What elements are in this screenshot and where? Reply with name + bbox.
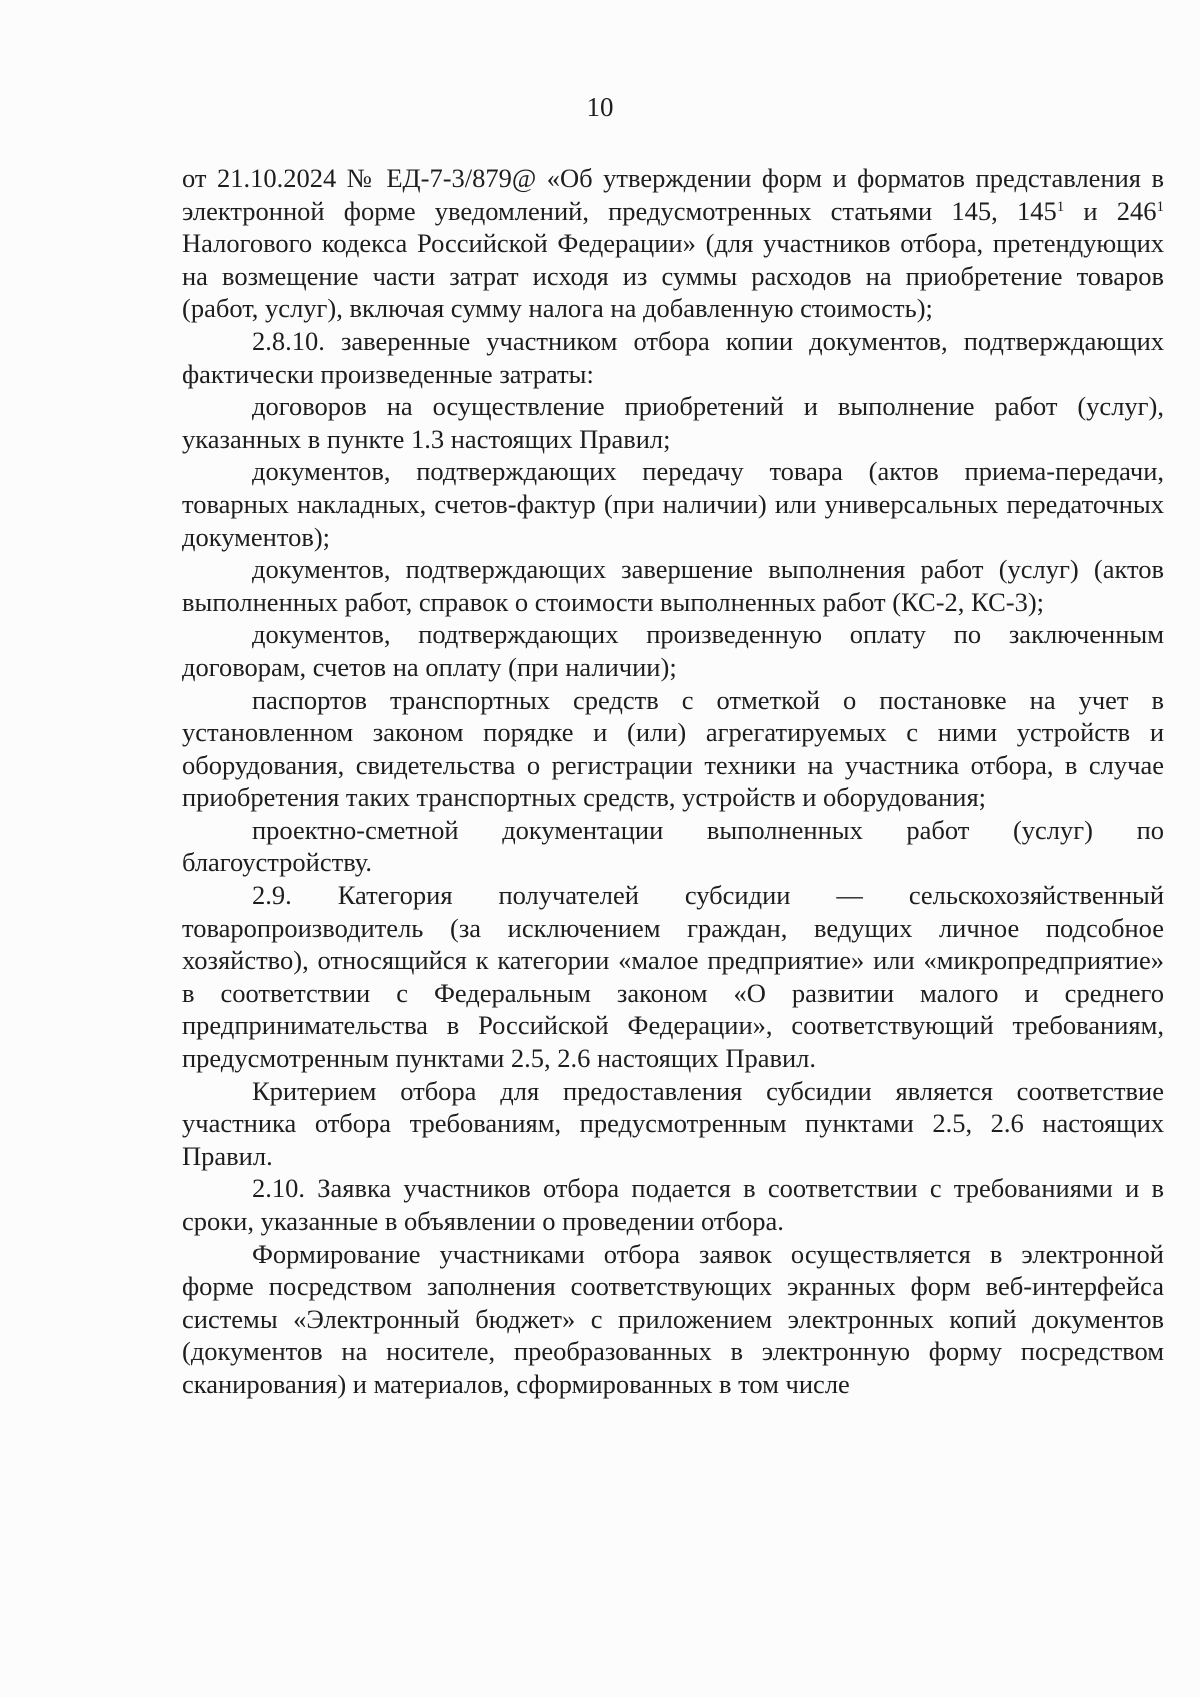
paragraph-2-10: 2.10. Заявка участников отбора подается в соответствии с требованиями и в сроки, указанные в объявлении о проведении отбора.	[182, 1173, 1164, 1236]
paragraph-2-9: 2.9. Категория получателей субсидии — сельскохозяйственный товаропроизводитель (за исключением граждан, ведущих личное подсобное хозяйство), относящийся к категории «малое предприятие» или «микропредприятие» в соответствии с Федеральным законом «О развитии малого и среднего предпринимательства в Российской Федерации», соответствующий требованиям, предусмотренным пунктами 2.5, 2.6 настоящих Правил.	[182, 880, 1164, 1074]
document-body	[182, 162, 1164, 1401]
paragraph-application-forming: Формирование участниками отбора заявок осуществляется в электронной форме посредством заполнения соответствующих экранных форм веб-интерфейса системы «Электронный бюджет» с приложением электронных копий документов (документов на носителе, преобразованных в электронную форму посредством сканирования) и материалов, сформированных в том числе	[182, 1238, 1164, 1399]
paragraph-continuation	[182, 162, 1164, 325]
paragraph-vehicle-passports: паспортов транспортных средств с отметкой о постановке на учет в установленном законом порядке и (или) агрегатируемых с ними устройств и оборудования, свидетельства о регистрации техники на участника отбора, в случае приобретения таких транспортных средств, устройств и оборудования;	[182, 684, 1164, 813]
superscript: 1	[1156, 198, 1164, 215]
paragraph-selection-criterion: Критерием отбора для предоставления субсидии является соответствие участника отбора требованиям, предусмотренным пунктами 2.5, 2.6 настоящих Правил.	[182, 1075, 1164, 1171]
paragraph-text: Налогового кодекса Российской Федерации» (для участников отбора, претендующих на возмещение части затрат исходя из суммы расходов на приобретение товаров (работ, услуг), включая сумму налога на добавленную стоимость);	[182, 228, 1164, 324]
superscript: 1	[1056, 198, 1065, 215]
paragraph-contracts: договоров на осуществление приобретений и выполнение работ (услуг), указанных в пункте 1.3 настоящих Правил;	[182, 391, 1164, 454]
paragraph-text: от 21.10.2024 № ЕД-7-3/879@ «Об утверждении форм и форматов представления в электронной форме уведомлений, предусмотренных статьями 145, 145	[182, 163, 1164, 226]
paragraph-design-estimates: проектно-сметной документации выполненных работ (услуг) по благоустройству.	[182, 814, 1164, 878]
paragraph-text: и 246	[1064, 195, 1157, 226]
page-number: 10	[586, 92, 614, 122]
paragraph-2-8-10: 2.8.10. заверенные участником отбора копии документов, подтверждающих фактически произведенные затраты:	[182, 325, 1164, 389]
paragraph-payment-documents: документов, подтверждающих произведенную оплату по заключенным договорам, счетов на оплату (при наличии);	[182, 619, 1164, 682]
paragraph-transfer-documents: документов, подтверждающих передачу товара (актов приема-передачи, товарных накладных, счетов-фактур (при наличии) или универсальных передаточных документов);	[182, 456, 1164, 552]
paragraph-completion-documents: документов, подтверждающих завершение выполнения работ (услуг) (актов выполненных работ, справок о стоимости выполненных работ (КС-2, КС-3);	[182, 554, 1164, 617]
